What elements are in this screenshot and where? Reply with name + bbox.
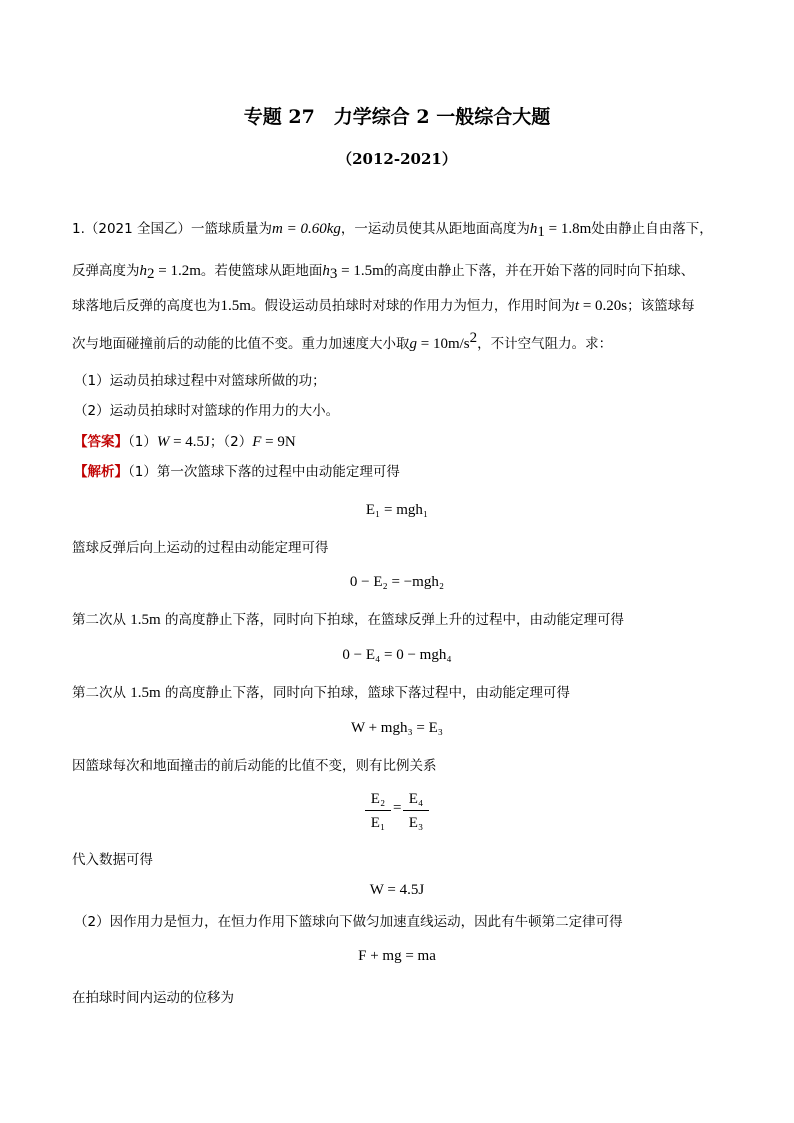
analysis-line-4: 第二次从 1.5m 的高度静止下落，同时向下拍球，篮球下落过程中，由动能定理可得 <box>72 685 571 701</box>
equation-1: E₁ = mgh₁ <box>365 502 429 518</box>
ratio-equation: $\frac{\text{E₂}}{\text{E₁}}$ = $\frac{\text{E₄}}{\text{E₃}}$ <box>0 788 794 838</box>
equation-7: F + mg = ma <box>358 948 436 964</box>
analysis-line-8: 在拍球时间内运动的位移为 <box>72 990 234 1006</box>
answer-line: 【答案】（1）W = 4.5J；（2）F = 9N <box>74 434 296 450</box>
mass-value: m = 0.60kg <box>272 221 341 237</box>
fraction-right: $\frac{\text{E₄}}{\text{E₃}}$ <box>403 788 429 833</box>
page-title: 专题 27 力学综合 2 一般综合大题 <box>243 106 551 128</box>
sub-question-2: （2）运动员拍球时对篮球的作用力的大小。 <box>74 403 340 419</box>
answer-tag: 【答案】 <box>74 434 128 450</box>
question-line-3: 球落地后反弹的高度也为1.5m。假设运动员拍球时对球的作用力为恒力，作用时间为t = 0.20s；该篮球每 <box>72 298 695 314</box>
analysis-line-2: 篮球反弹后向上运动的过程由动能定理可得 <box>72 540 329 556</box>
equation-4: W + mgh₃ = E₃ <box>350 720 444 736</box>
question-line-2: 反弹高度为$h_2 = 1.2m$。若使篮球从距地面$h_3 = 1.5m$的高度由静止下落，并在开始下落的同时向下拍球、 <box>72 263 695 282</box>
analysis-line-3: 第二次从 1.5m 的高度静止下落，同时向下拍球，在篮球反弹上升的过程中，由动能定理可得 <box>72 612 625 628</box>
year-range: （2012-2021） <box>337 150 457 168</box>
equation-3: 0 − E₄ = 0 − mgh₄ <box>342 647 452 663</box>
equation-2: 0 − E₂ = −mgh₂ <box>349 574 445 590</box>
fraction-left: $\frac{\text{E₂}}{\text{E₁}}$ <box>365 788 391 833</box>
analysis-line-1: 【解析】（1）第一次篮球下落的过程中由动能定理可得 <box>74 464 400 480</box>
analysis-tag: 【解析】 <box>74 464 128 480</box>
sub-question-1: （1）运动员拍球过程中对篮球所做的功； <box>74 373 326 389</box>
question-line-4: 次与地面碰撞前后的动能的比值不变。重力加速度大小取$g = 10m/s^2$，不计空气阻力。求： <box>72 330 613 352</box>
question-line-1: 1.（2021 全国乙）一篮球质量为m = 0.60kg，一运动员使其从距地面高度为$h_1 = 1.8m$处由静止自由落下， <box>72 221 713 240</box>
analysis-line-5: 因篮球每次和地面撞击的前后动能的比值不变，则有比例关系 <box>72 758 437 774</box>
analysis-line-6: 代入数据可得 <box>72 852 153 868</box>
analysis-line-7: （2）因作用力是恒力，在恒力作用下篮球向下做匀加速直线运动，因此有牛顿第二定律可得 <box>74 914 623 930</box>
equation-6: W = 4.5J <box>369 882 425 898</box>
